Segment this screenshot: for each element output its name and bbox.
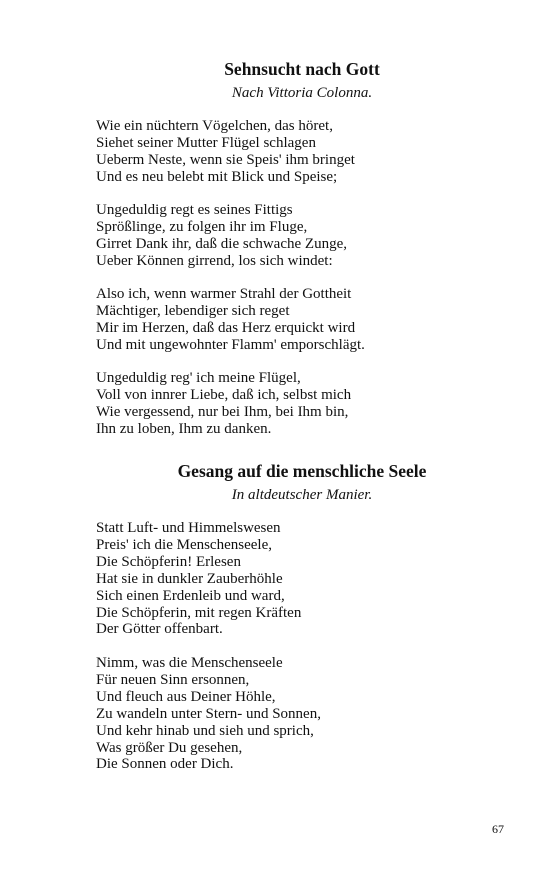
verse-line: Ueberm Neste, wenn sie Speis' ihm bringet	[96, 151, 355, 168]
stanza	[96, 202, 347, 270]
verse-line: Statt Luft- und Himmelswesen	[96, 520, 281, 536]
poem-subtitle: In altdeutscher Manier.	[231, 487, 373, 503]
verse-line: Nimm, was die Menschenseele	[96, 655, 283, 671]
verse-line: Und mit ungewohnter Flamm' emporschlägt.	[96, 336, 365, 353]
verse-line: Hat sie in dunkler Zauberhöhle	[96, 570, 283, 587]
verse-line: Also ich, wenn warmer Strahl der Gottheit	[96, 286, 352, 302]
verse-line: Und es neu belebt mit Blick und Speise;	[96, 168, 338, 185]
verse-line: Für neuen Sinn ersonnen,	[96, 671, 250, 688]
verse-line: Die Sonnen oder Dich.	[96, 756, 234, 773]
verse-line: Der Götter offenbart.	[96, 621, 223, 638]
verse-line: Wie ein nüchtern Vögelchen, das höret,	[96, 118, 333, 134]
verse-line: Ihn zu loben, Ihm zu danken.	[96, 420, 272, 437]
verse-line: Siehet seiner Mutter Flügel schlagen	[96, 134, 316, 151]
verse-line: Sprößlinge, zu folgen ihr im Fluge,	[96, 218, 308, 235]
verse-line: Sich einen Erdenleib und ward,	[96, 587, 285, 604]
verse-line: Preis' ich die Menschenseele,	[96, 536, 272, 553]
verse-line: Ungeduldig reg' ich meine Flügel,	[96, 370, 301, 386]
verse-line: Mir im Herzen, daß das Herz erquickt wird	[96, 319, 356, 336]
stanza	[96, 286, 365, 354]
verse-line: Voll von innrer Liebe, daß ich, selbst mich	[96, 386, 352, 403]
stanza	[96, 520, 301, 638]
verse-line: Ueber Können girrend, los sich windet:	[96, 252, 333, 269]
verse-line: Die Schöpferin! Erlesen	[96, 553, 241, 570]
poem-title: Gesang auf die menschliche Seele	[177, 461, 427, 481]
verse-line: Was größer Du gesehen,	[96, 739, 243, 756]
verse-line: Zu wandeln unter Stern- und Sonnen,	[96, 705, 321, 722]
verse-line: Girret Dank ihr, daß die schwache Zunge,	[96, 235, 347, 252]
stanza	[96, 118, 355, 186]
verse-line: Und fleuch aus Deiner Höhle,	[96, 688, 276, 705]
poem-subtitle: Nach Vittoria Colonna.	[231, 85, 373, 101]
verse-line: Ungeduldig regt es seines Fittigs	[96, 202, 293, 218]
poem-title: Sehnsucht nach Gott	[224, 59, 380, 79]
verse-line: Die Schöpferin, mit regen Kräften	[96, 604, 302, 621]
verse-line: Und kehr hinab und sieh und sprich,	[96, 722, 314, 739]
verse-line: Mächtiger, lebendiger sich reget	[96, 302, 290, 319]
verse-line: Wie vergessend, nur bei Ihm, bei Ihm bin,	[96, 403, 349, 420]
page-number: 67	[492, 822, 504, 836]
stanza	[96, 370, 351, 438]
stanza	[96, 655, 321, 773]
